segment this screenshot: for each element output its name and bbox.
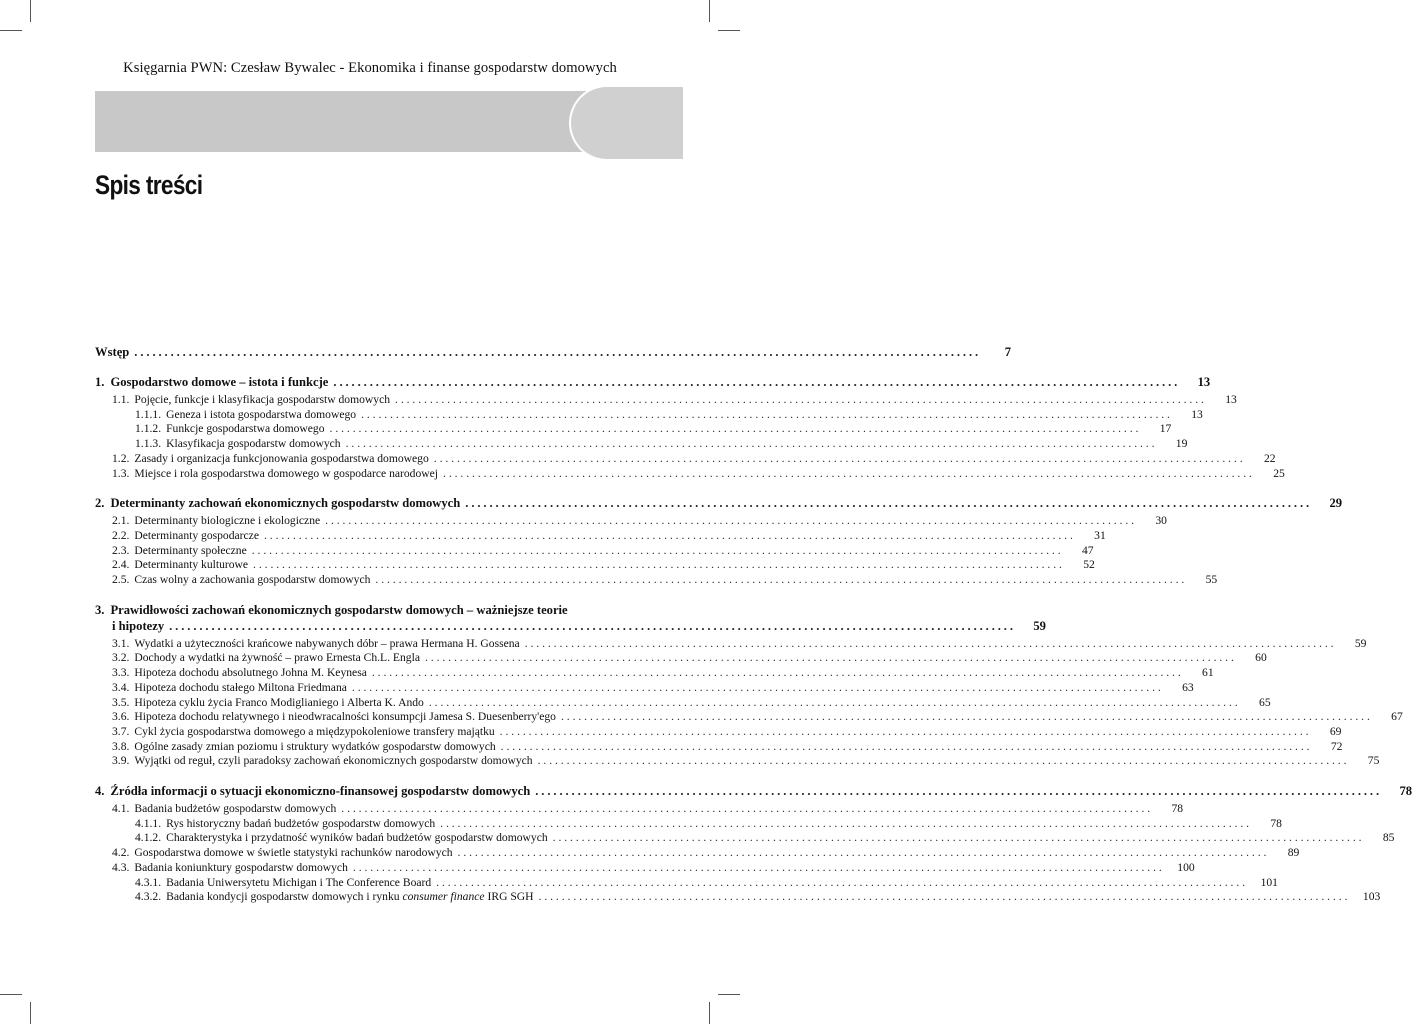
toc-section[interactable]: [95, 514, 1167, 529]
toc-page-number: 60: [1255, 651, 1267, 665]
toc-leader-dots: ............................................................................................................................................: [352, 860, 1165, 874]
toc-page-number: 17: [1159, 422, 1172, 436]
toc-subsection[interactable]: [95, 407, 1203, 423]
toc-page-number: 63: [1182, 680, 1194, 694]
toc-entry-label: Pojęcie, funkcje i klasyfikacja gospodarstw domowych: [134, 393, 391, 406]
toc-entry-label: Badania budżetów gospodarstw domowych: [134, 802, 337, 816]
toc-chapter-1[interactable]: [95, 374, 1211, 390]
toc-entry-label: Determinanty gospodarcze: [134, 528, 259, 542]
toc-entry-number: 4.3.2.: [135, 890, 162, 904]
toc-page-number: 19: [1175, 437, 1188, 451]
toc-chapter-2[interactable]: [95, 495, 1343, 511]
toc-leader-dots: ............................................................................................................................................: [134, 345, 982, 359]
toc-chapter-3-line1[interactable]: [95, 602, 642, 618]
toc-section[interactable]: [95, 451, 1276, 467]
toc-entry-label: Gospodarstwa domowe w świetle statystyki rachunków narodowych: [134, 846, 453, 860]
toc-entry-number: 4.: [95, 784, 105, 799]
toc-entry-number: 3.8.: [112, 739, 130, 753]
toc-leader-dots: ............................................................................................................................................: [537, 754, 1350, 768]
toc-entry-number: 1.1.: [112, 393, 130, 406]
toc-page-number: 67: [1391, 710, 1403, 724]
crop-mark: [0, 30, 22, 31]
toc-entry-label: Funkcje gospodarstwa domowego: [166, 422, 325, 436]
toc-entry-label: Badania koniunktury gospodarstw domowych: [134, 860, 348, 874]
toc-leader-dots: ............................................................................................................................................: [253, 558, 1065, 572]
toc-leader-dots: ............................................................................................................................................: [351, 680, 1164, 694]
toc-leader-dots: ............................................................................................................................................: [333, 375, 1181, 389]
toc-entry-number: 2.4.: [112, 558, 130, 572]
toc-page-number: 59: [1354, 636, 1367, 650]
toc-entry-number: 3.6.: [112, 710, 130, 724]
toc-leader-dots: ............................................................................................................................................: [169, 618, 1016, 633]
toc-entry-label: Determinanty biologiczne i ekologiczne: [134, 514, 321, 528]
toc-entry-label: Prawidłowości zachowań ekonomicznych gospodarstw domowych – ważniejsze teorie: [110, 602, 568, 617]
toc-section[interactable]: [95, 636, 1367, 652]
crop-mark: [709, 0, 710, 22]
toc-page-number: 103: [1362, 890, 1381, 904]
toc-page-number: 59: [1033, 618, 1046, 633]
toc-section[interactable]: [95, 724, 1342, 740]
toc-entry-label: Determinanty zachowań ekonomicznych gospodarstw domowych: [110, 496, 461, 511]
toc-section[interactable]: [95, 739, 1343, 755]
toc-entry-number: 4.3.1.: [135, 875, 162, 889]
toc-section[interactable]: [95, 393, 1237, 408]
toc-leader-dots: ............................................................................................................................................: [375, 573, 1188, 587]
toc-entry-label: Wydatki a użyteczności krańcowe nabywanych dóbr – prawa Hermana H. Gossena: [134, 636, 520, 650]
toc-subsection[interactable]: [95, 437, 1188, 452]
toc-entry-label: Rys historyczny badań budżetów gospodarstw domowych: [166, 816, 436, 830]
toc-entry-number: 4.1.: [112, 802, 130, 816]
toc-entry-label: Klasyfikacja gospodarstw domowych: [166, 437, 341, 451]
toc-entry-number: 4.2.: [112, 846, 130, 860]
toc-entry-number: 2.3.: [112, 543, 130, 557]
toc-page-number: 75: [1367, 754, 1380, 768]
toc-leader-dots: ............................................................................................................................................: [251, 543, 1064, 557]
toc-page-number: 13: [1225, 393, 1237, 406]
toc-leader-dots: ............................................................................................................................................: [457, 846, 1270, 860]
toc-page-number: 25: [1273, 466, 1285, 480]
crop-mark: [30, 1002, 31, 1024]
toc-page-number: 55: [1205, 573, 1218, 587]
toc-entry-label: Determinanty społeczne: [134, 543, 247, 557]
toc-page-number: 47: [1081, 543, 1094, 557]
toc-entry-number: 3.3.: [112, 666, 130, 680]
toc-leader-dots: ............................................................................................................................................: [465, 496, 1313, 511]
toc-entry-number: 4.3.: [112, 860, 130, 874]
crop-mark: [718, 994, 740, 995]
toc-chapter-3[interactable]: [95, 618, 1046, 634]
toc-page-number: 101: [1260, 875, 1278, 889]
toc-leader-dots: ............................................................................................................................................: [440, 816, 1252, 830]
toc-entry-label: Cykl życia gospodarstwa domowego a międzypokoleniowe transfery majątku: [134, 724, 495, 738]
toc-page-number: 7: [1004, 345, 1012, 359]
toc-entry-number: 3.4.: [112, 680, 130, 694]
crop-mark: [30, 0, 31, 22]
toc-entry-number: 1.1.2.: [135, 422, 162, 436]
toc-entry-label: Wstęp: [95, 345, 130, 359]
toc-label-italic: consumer finance: [402, 890, 485, 904]
toc-entry-number: 2.5.: [112, 573, 130, 587]
toc-page-number: 22: [1263, 451, 1276, 465]
toc-entry-number: 3.9.: [112, 754, 130, 768]
toc-entry-label: Determinanty kulturowe: [134, 558, 249, 572]
toc-leader-dots: ............................................................................................................................................: [560, 710, 1373, 724]
toc-entry-number: 1.3.: [112, 466, 130, 480]
toc-page-number: 13: [1191, 407, 1203, 421]
toc-subsection[interactable]: [95, 422, 1172, 437]
toc-entry-label: Źródła informacji o sytuacji ekonomiczno-finansowej gospodarstw domowych: [110, 784, 531, 799]
toc-leader-dots: ............................................................................................................................................: [552, 831, 1365, 845]
toc-page-number: 72: [1330, 739, 1343, 753]
toc-page-number: 61: [1202, 666, 1214, 680]
toc-leader-dots: ............................................................................................................................................: [329, 422, 1142, 436]
toc-page-number: 100: [1177, 860, 1195, 874]
toc-entry-label: Zasady i organizacja funkcjonowania gospodarstwa domowego: [134, 451, 429, 465]
toc-subsection[interactable]: [95, 875, 1278, 891]
toc-leader-dots: ............................................................................................................................................: [325, 514, 1137, 528]
chapter-header-band: [95, 91, 642, 152]
toc-entry-number: 3.5.: [112, 695, 130, 709]
toc-page-number: 78: [1399, 784, 1412, 799]
toc-entry-label: Hipoteza cyklu życia Franco Modiglianiego i Alberta K. Ando: [134, 695, 424, 709]
toc-entry-label: Dochody a wydatki na żywność – prawo Ernesta Ch.L. Engla: [134, 651, 420, 665]
toc-section[interactable]: [95, 710, 1403, 725]
crop-mark: [718, 30, 740, 31]
toc-subsection[interactable]: [95, 831, 1395, 846]
toc-entry-number: 4.1.1.: [135, 816, 162, 830]
toc-leader-dots: ............................................................................................................................................: [535, 784, 1383, 799]
toc-entry-label: Hipoteza dochodu stałego Miltona Friedmana: [134, 680, 347, 694]
header-band-decoration: [569, 85, 683, 161]
toc-label-suffix: IRG SGH: [487, 890, 534, 904]
toc-page-number: 30: [1155, 514, 1167, 528]
toc-leader-dots: ............................................................................................................................................: [395, 393, 1207, 406]
toc-entry-number: 1.1.1.: [135, 407, 162, 421]
toc-entry-label: Wyjątki od reguł, czyli paradoksy zachowań ekonomicznych gospodarstw domowych: [134, 754, 533, 768]
toc-leader-dots: ............................................................................................................................................: [361, 407, 1173, 421]
toc-entry-number: 3.2.: [112, 651, 130, 665]
toc-entry-label: Badania Uniwersytetu Michigan i The Conference Board: [166, 875, 432, 889]
toc-page-number: 89: [1287, 846, 1300, 860]
toc-entry-number: 3.1.: [112, 636, 130, 650]
toc-entry-label: Gospodarstwo domowe – istota i funkcje: [110, 375, 329, 389]
table-of-contents: [95, 344, 1412, 905]
crop-mark: [0, 994, 22, 995]
toc-entry-intro[interactable]: [95, 344, 1012, 360]
toc-leader-dots: ............................................................................................................................................: [436, 875, 1248, 889]
toc-page-number: 31: [1094, 528, 1106, 542]
toc-subsection[interactable]: [95, 816, 1282, 832]
toc-leader-dots: ............................................................................................................................................: [538, 890, 1351, 904]
toc-section[interactable]: [95, 528, 1106, 544]
toc-entry-number: 1.1.3.: [135, 437, 162, 451]
toc-entry-label: Hipoteza dochodu absolutnego Johna M. Keynesa: [134, 666, 367, 680]
toc-entry-number: 2.1.: [112, 514, 130, 528]
toc-page-number: 13: [1197, 375, 1211, 389]
toc-label-prefix: Badania kondycji gospodarstw domowych i rynku: [166, 890, 400, 904]
toc-leader-dots: ............................................................................................................................................: [371, 666, 1184, 680]
toc-page-number: 29: [1329, 496, 1343, 511]
toc-entry-label-continued: i hipotezy: [112, 618, 165, 633]
toc-section[interactable]: [95, 754, 1380, 769]
toc-leader-dots: ............................................................................................................................................: [443, 466, 1255, 480]
toc-entry-number: 2.: [95, 496, 105, 511]
toc-section[interactable]: [95, 558, 1095, 573]
toc-page-number: 78: [1171, 802, 1184, 816]
toc-page-number: 69: [1329, 724, 1342, 738]
toc-leader-dots: ............................................................................................................................................: [500, 739, 1313, 753]
toc-section[interactable]: [95, 466, 1285, 482]
toc-leader-dots: ............................................................................................................................................: [263, 528, 1076, 542]
toc-section[interactable]: [95, 802, 1184, 817]
toc-leader-dots: ............................................................................................................................................: [345, 437, 1158, 451]
toc-section[interactable]: [95, 651, 1267, 666]
page-title: Spis treści: [95, 170, 203, 200]
toc-section[interactable]: [95, 573, 1218, 588]
toc-entry-number: 4.1.2.: [135, 831, 162, 845]
toc-section[interactable]: [95, 860, 1195, 876]
toc-section[interactable]: [95, 666, 1214, 681]
toc-page-number: 78: [1270, 816, 1282, 830]
toc-entry-number: 1.2.: [112, 451, 130, 465]
toc-leader-dots: ............................................................................................................................................: [433, 451, 1246, 465]
toc-entry-label: Charakterystyka i przydatność wyników badań budżetów gospodarstw domowych: [166, 831, 548, 845]
toc-section[interactable]: [95, 846, 1300, 861]
toc-page-number: 52: [1083, 558, 1095, 572]
crop-mark: [709, 1002, 710, 1024]
toc-leader-dots: ............................................................................................................................................: [428, 695, 1241, 709]
toc-leader-dots: ............................................................................................................................................: [499, 724, 1312, 738]
toc-entry-label: Ogólne zasady zmian poziomu i struktury wydatków gospodarstw domowych: [134, 739, 496, 753]
toc-section[interactable]: [95, 680, 1194, 696]
toc-leader-dots: ............................................................................................................................................: [524, 636, 1337, 650]
toc-subsection[interactable]: [95, 890, 1381, 905]
toc-entry-number: 1.: [95, 375, 105, 389]
toc-leader-dots: ............................................................................................................................................: [341, 802, 1154, 816]
toc-entry-label: Miejsce i rola gospodarstwa domowego w gospodarce narodowej: [134, 466, 439, 480]
toc-entry-number: 3.7.: [112, 724, 130, 738]
toc-section[interactable]: [95, 543, 1094, 559]
toc-entry-label: Czas wolny a zachowania gospodarstw domowych: [134, 573, 371, 587]
toc-page-number: 65: [1259, 695, 1271, 709]
running-header: Księgarnia PWN: Czesław Bywalec - Ekonomika i finanse gospodarstw domowych: [123, 60, 617, 76]
toc-page-number: 85: [1382, 831, 1395, 845]
toc-chapter-4[interactable]: [95, 783, 1412, 799]
toc-entry-label: [166, 890, 533, 905]
toc-leader-dots: ............................................................................................................................................: [424, 651, 1237, 665]
toc-entry-label: Hipoteza dochodu relatywnego i nieodwracalności konsumpcji Jamesa S. Duesenberry'ego: [134, 710, 556, 724]
toc-section[interactable]: [95, 695, 1271, 711]
toc-entry-number: 2.2.: [112, 528, 130, 542]
toc-entry-number: 3.: [95, 602, 105, 617]
toc-entry-label: Geneza i istota gospodarstwa domowego: [166, 407, 357, 421]
